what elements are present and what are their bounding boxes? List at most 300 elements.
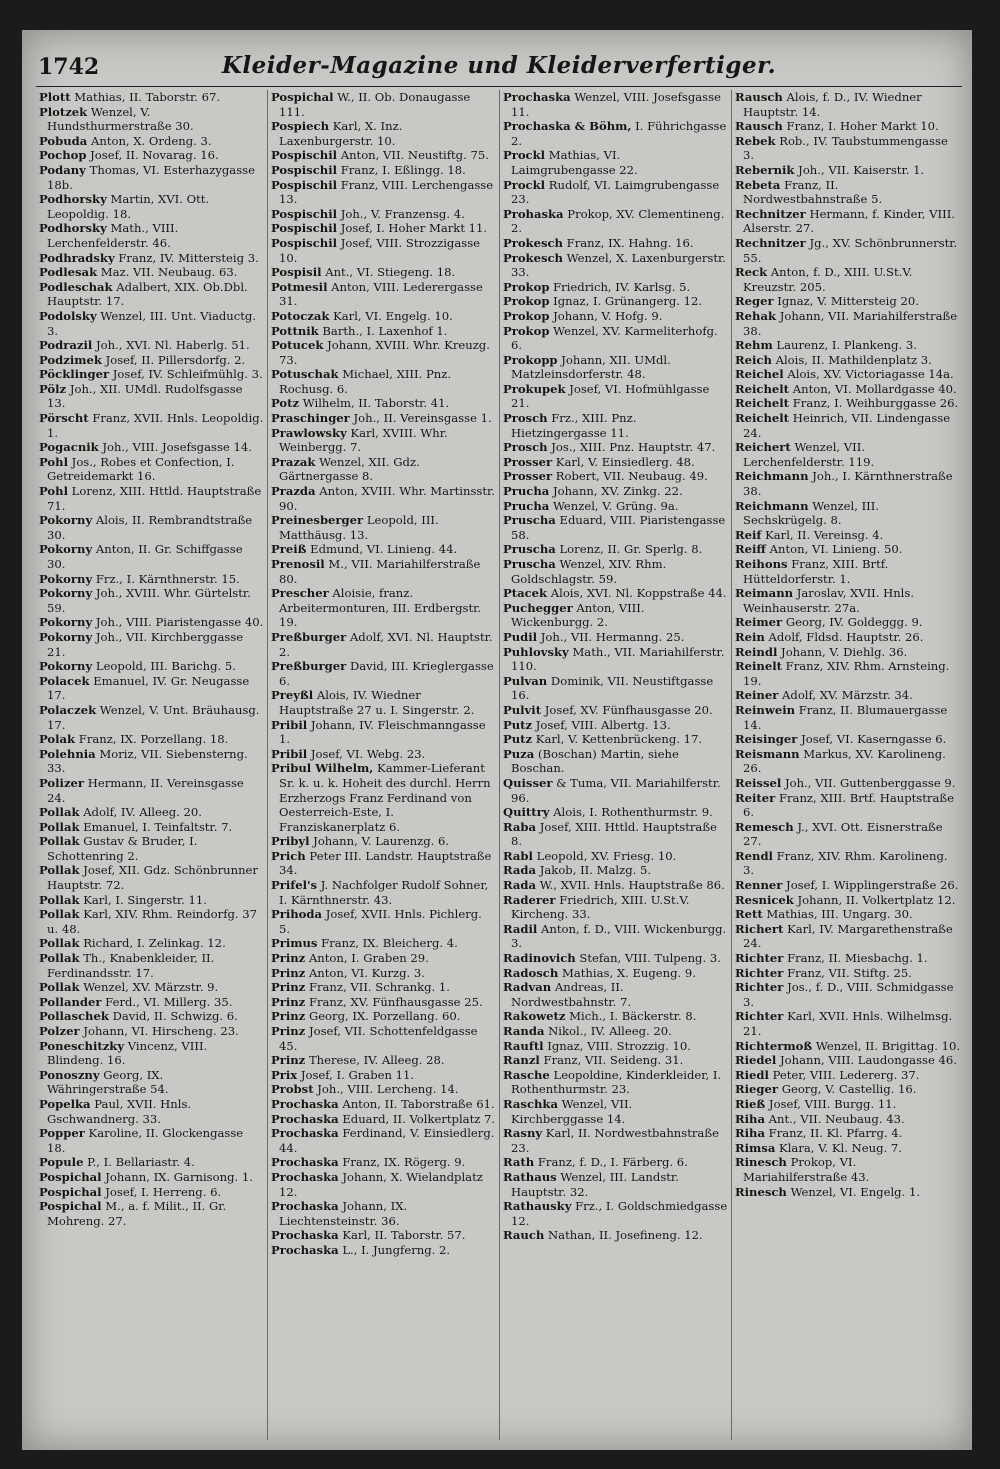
entry-details: Wenzel, III. Sechskrügelg. 8.	[743, 498, 880, 528]
entry-details: Joh., XII. UMdl. Rudolfsgasse 13.	[47, 381, 243, 411]
directory-entry	[39, 265, 264, 280]
entry-surname: Reif	[735, 527, 762, 542]
directory-entry	[271, 586, 496, 630]
entry-surname: Pruscha	[503, 542, 556, 557]
directory-entry	[39, 703, 264, 732]
entry-details: Joh., I. Kärnthnerstraße 38.	[743, 469, 953, 499]
entry-details: Johann, VII. Mariahilferstraße 38.	[743, 308, 958, 338]
entry-surname: Prazak	[271, 454, 316, 469]
directory-entry	[271, 557, 496, 586]
entry-surname: Reimer	[735, 615, 783, 630]
entry-surname: Pörscht	[39, 411, 89, 426]
entry-details: Nikol., IV. Alleeg. 20.	[548, 1024, 672, 1038]
directory-entry	[503, 382, 728, 411]
entry-details: Lorenz, II. Gr. Sperlg. 8.	[559, 542, 703, 557]
entry-details: Karl, XVIII. Whr. Weinbergg. 7.	[279, 425, 448, 455]
entry-surname: Prucha	[503, 484, 550, 499]
directory-column-2	[268, 90, 500, 1440]
entry-details: Dominik, VII. Neustiftgasse 16.	[511, 673, 714, 703]
directory-entry	[735, 747, 961, 776]
directory-entry	[503, 630, 728, 645]
entry-details: Kammer-Lieferant Sr. k. u. k. Hoheit des durchl. Herrn Erzherzogs Franz Ferdinand von Oesterreich-Este, I. Franziskanerplatz 6.	[279, 761, 491, 834]
directory-entry	[503, 411, 728, 440]
entry-details: Therese, IV. Alleeg. 28.	[308, 1053, 445, 1068]
entry-surname: Prockl	[503, 148, 546, 163]
directory-entry	[735, 178, 961, 207]
directory-entry	[735, 1053, 961, 1068]
entry-surname: Prosch	[503, 411, 548, 426]
directory-entry	[735, 309, 961, 338]
directory-entry	[503, 1009, 728, 1024]
directory-entry	[271, 834, 496, 849]
entry-details: Johann, II. Volkertplatz 12.	[797, 892, 956, 907]
entry-surname: Polehnia	[39, 746, 96, 761]
entry-details: Josef, II. Pillersdorfg. 2.	[105, 352, 246, 367]
directory-entry	[271, 1228, 496, 1243]
entry-surname: Polzer	[39, 1024, 80, 1038]
entry-details: Wenzel, VII. Lerchenfelderstr. 119.	[743, 440, 875, 469]
entry-surname: Reihons	[735, 557, 788, 571]
entry-details: Edmund, VI. Linieng. 44.	[310, 542, 458, 557]
directory-entry	[271, 718, 496, 747]
directory-entry	[735, 980, 961, 1009]
entry-details: Franz, f. D., I. Färberg. 6.	[537, 1155, 688, 1170]
entry-surname: Reindl	[735, 644, 778, 659]
entry-surname: Rabl	[503, 848, 533, 863]
entry-details: Johann, XII. UMdl. Matzleinsdorferstr. 48.	[511, 352, 671, 382]
directory-entry	[735, 90, 961, 119]
directory-entry	[735, 1097, 961, 1112]
entry-surname: Prokesch	[503, 250, 563, 265]
entry-surname: Radvan	[503, 980, 552, 995]
entry-details: Karoline, II. Glockengasse 18.	[47, 1126, 244, 1155]
entry-surname: Ptacek	[503, 586, 548, 601]
directory-entry	[503, 1228, 728, 1243]
entry-surname: Prokop	[503, 279, 550, 294]
directory-entry	[39, 659, 264, 674]
entry-surname: Podhorsky	[39, 192, 107, 207]
directory-entry	[503, 805, 728, 820]
entry-surname: Reiner	[735, 688, 779, 703]
entry-surname: Quittry	[503, 805, 550, 820]
directory-entry	[735, 1126, 961, 1141]
directory-entry	[735, 922, 961, 951]
entry-details: Hermann, f. Kinder, VIII. Alserstr. 27.	[743, 206, 955, 236]
directory-entry	[735, 1009, 961, 1038]
directory-entry	[39, 411, 264, 440]
entry-surname: Pospischil	[271, 148, 338, 163]
entry-details: Nathan, II. Josefineng. 12.	[548, 1228, 703, 1243]
directory-page	[22, 30, 972, 1450]
directory-entry	[503, 586, 728, 601]
entry-details: Adolf, IV. Alleeg. 20.	[83, 805, 202, 820]
directory-entry	[503, 674, 728, 703]
directory-entry	[271, 513, 496, 542]
entry-details: Josef, XIII. Httld. Hauptstraße 8.	[511, 819, 717, 849]
entry-surname: Probst	[271, 1082, 314, 1097]
entry-details: Anton, VIII. Wickenburgg. 2.	[511, 600, 645, 630]
directory-entry	[271, 119, 496, 148]
directory-entry	[735, 134, 961, 163]
entry-details: Alois, IV. Wiedner Hauptstraße 27 u. I. Singerstr. 2.	[279, 688, 475, 717]
entry-surname: Reinwein	[735, 702, 796, 717]
entry-surname: Prucha	[503, 498, 550, 513]
entry-details: Joh., VII. Guttenberggasse 9.	[784, 775, 956, 790]
directory-entry	[39, 1009, 264, 1024]
directory-entry	[271, 207, 496, 222]
entry-surname: Richter	[735, 1009, 784, 1024]
entry-surname: Riha	[735, 1126, 765, 1141]
entry-details: Johann, IV. Fleischmanngasse 1.	[279, 717, 486, 747]
entry-details: Josef, VIII. Albertg. 13.	[535, 717, 671, 732]
entry-surname: Prochaska	[271, 1199, 339, 1214]
entry-surname: Polak	[39, 732, 76, 747]
entry-surname: Pollak	[39, 834, 80, 849]
entry-details: Josef, I. Herreng. 6.	[105, 1184, 222, 1199]
entry-details: Franz, IX. Bleicherg. 4.	[321, 936, 458, 951]
directory-entry	[503, 703, 728, 718]
entry-details: Johann, IX. Liechtensteinstr. 36.	[279, 1199, 408, 1228]
entry-details: Wenzel, V. Hundsthurmerstraße 30.	[47, 104, 194, 134]
directory-entry	[735, 396, 961, 411]
entry-details: Wenzel, VIII. Josefsgasse 11.	[511, 90, 721, 119]
entry-details: Rob., IV. Taubstummengasse 3.	[743, 133, 948, 163]
directory-entry	[271, 367, 496, 396]
entry-surname: Prochaska	[271, 1228, 339, 1243]
entry-details: Josef, VIII. Burgg. 11.	[768, 1096, 897, 1111]
entry-details: Josef, VI. Kaserngasse 6.	[801, 732, 947, 747]
entry-surname: Pollak	[39, 892, 80, 907]
entry-details: Adalbert, XIX. Ob.Dbl. Hauptstr. 17.	[47, 279, 248, 309]
directory-entry	[39, 484, 264, 513]
directory-entry	[503, 119, 728, 148]
directory-entry	[39, 1097, 264, 1126]
entry-surname: Pospischil	[271, 162, 338, 177]
directory-entry	[39, 776, 264, 805]
directory-entry	[503, 966, 728, 981]
entry-details: Franz, IX. Porzellang. 18.	[78, 732, 229, 747]
entry-surname: Rendl	[735, 848, 773, 863]
directory-entry	[39, 1126, 264, 1155]
entry-surname: Rechnitzer	[735, 206, 806, 221]
entry-surname: Rath	[503, 1155, 535, 1170]
entry-details: Franz, VII. Seideng. 31.	[543, 1053, 684, 1068]
directory-entry	[271, 761, 496, 834]
entry-details: Ferdinand, V. Einsiedlerg. 44.	[279, 1126, 495, 1155]
entry-surname: Prinz	[271, 1024, 306, 1038]
entry-details: Rudolf, VI. Laimgrubengasse 23.	[511, 177, 720, 207]
entry-details: Thomas, VI. Esterhazygasse 18b.	[47, 162, 255, 192]
entry-details: Franz, II. Kl. Pfarrg. 4.	[768, 1126, 903, 1141]
entry-surname: Podrazil	[39, 338, 93, 353]
directory-entry	[271, 849, 496, 878]
directory-entry	[271, 1024, 496, 1053]
entry-surname: Pospischil	[271, 221, 338, 236]
directory-entry	[503, 922, 728, 951]
entry-surname: Reichelt	[735, 381, 790, 396]
entry-surname: Prochaska	[503, 90, 571, 104]
entry-details: & Tuma, VII. Mariahilferstr. 96.	[511, 775, 721, 805]
entry-details: Franz, XIV. Rhm. Arnsteing. 19.	[743, 659, 950, 688]
directory-entry	[271, 280, 496, 309]
entry-details: Franz, VII. Stiftg. 25.	[787, 965, 912, 980]
entry-details: Anton, II. Taborstraße 61.	[342, 1096, 495, 1111]
directory-entry	[735, 542, 961, 557]
entry-surname: Preßburger	[271, 629, 347, 644]
directory-entry	[39, 805, 264, 820]
directory-entry	[503, 455, 728, 470]
entry-surname: Pudil	[503, 629, 538, 644]
directory-entry	[735, 499, 961, 528]
entry-surname: Pohl	[39, 454, 68, 469]
directory-entry	[735, 893, 961, 908]
directory-entry	[503, 1097, 728, 1126]
entry-surname: Rebek	[735, 133, 776, 148]
directory-entry	[271, 747, 496, 762]
entry-surname: Rinesch	[735, 1155, 787, 1170]
directory-entry	[503, 820, 728, 849]
directory-entry	[503, 849, 728, 864]
entry-surname: Prinz	[271, 994, 306, 1009]
entry-details: Josef, VIII. Strozzigasse 10.	[279, 235, 481, 265]
entry-surname: Pokorny	[39, 542, 93, 557]
entry-details: Wenzel, XIV. Rhm. Goldschlagstr. 59.	[511, 557, 667, 586]
entry-surname: Prosser	[503, 454, 553, 469]
directory-entry	[503, 1126, 728, 1155]
entry-surname: Prockl	[503, 177, 546, 192]
directory-entry	[271, 265, 496, 280]
entry-surname: Rasny	[503, 1126, 543, 1141]
entry-details: Josef, VI. Webg. 23.	[310, 746, 426, 761]
entry-details: Franz, IX. Hahng. 16.	[566, 235, 694, 250]
entry-surname: Rett	[735, 907, 763, 922]
directory-entry	[39, 221, 264, 250]
directory-entry	[735, 586, 961, 615]
entry-details: Wenzel, VI. Engelg. 1.	[790, 1184, 921, 1199]
entry-details: David, II. Schwizg. 6.	[112, 1009, 238, 1024]
directory-entry	[271, 995, 496, 1010]
directory-entry	[503, 469, 728, 484]
directory-entry	[503, 1039, 728, 1054]
directory-entry	[503, 893, 728, 922]
entry-surname: Richter	[735, 951, 784, 966]
entry-surname: Polizer	[39, 775, 85, 790]
entry-surname: Pokorny	[39, 571, 93, 586]
entry-surname: Reck	[735, 265, 768, 280]
entry-details: Ignaz, VIII. Strozzig. 10.	[547, 1038, 691, 1053]
entry-details: Aloisie, franz. Arbeitermonturen, III. Erdbergstr. 19.	[279, 586, 482, 630]
entry-details: Jos., XIII. Pnz. Hauptstr. 47.	[551, 440, 716, 455]
entry-details: Alois, II. Mathildenplatz 3.	[775, 352, 932, 367]
entry-details: Anton, f. D., XIII. U.St.V. Kreuzstr. 205.	[743, 265, 913, 294]
entry-details: Jg., XV. Schönbrunnerstr. 55.	[743, 235, 958, 265]
entry-details: Wilhelm, II. Taborstr. 41.	[302, 396, 450, 411]
directory-entry	[503, 645, 728, 674]
entry-details: Georg, IV. Goldeggg. 9.	[785, 615, 923, 630]
entry-surname: Pospichal	[271, 90, 334, 104]
entry-surname: Pollak	[39, 980, 80, 995]
directory-entry	[271, 951, 496, 966]
entry-surname: Reimann	[735, 586, 794, 601]
directory-entry	[271, 426, 496, 455]
directory-entry	[735, 849, 961, 878]
entry-surname: Rebernik	[735, 162, 795, 177]
entry-details: Prokop, VI. Mariahilferstraße 43.	[743, 1155, 870, 1184]
entry-surname: Popelka	[39, 1096, 91, 1111]
entry-details: Wenzel, XV. Märzstr. 9.	[83, 980, 219, 995]
entry-details: Franz, VII. Schrankg. 1.	[308, 980, 450, 995]
entry-surname: Prawlowsky	[271, 425, 347, 440]
directory-entry	[271, 878, 496, 907]
entry-surname: Potz	[271, 396, 300, 411]
directory-entry	[39, 367, 264, 382]
directory-entry	[39, 674, 264, 703]
entry-details: Wenzel, VII. Kirchberggasse 14.	[511, 1096, 633, 1126]
directory-entry	[503, 1024, 728, 1039]
directory-entry	[503, 718, 728, 733]
directory-entry	[39, 163, 264, 192]
entry-surname: Riedl	[735, 1067, 769, 1082]
entry-details: Karl, VI. Engelg. 10.	[333, 308, 453, 323]
directory-column-4	[732, 90, 964, 1440]
directory-entry	[271, 221, 496, 236]
entry-surname: Puhlovsky	[503, 644, 569, 659]
entry-surname: Reinelt	[735, 659, 782, 674]
entry-surname: Pospichal	[39, 1184, 102, 1199]
directory-entry	[271, 411, 496, 426]
entry-details: Wenzel, X. Laxenburgerstr. 33.	[511, 250, 726, 280]
entry-details: Johann, IX. Garnisong. 1.	[105, 1169, 253, 1184]
entry-details: Karl, IV. Margarethenstraße 24.	[743, 921, 953, 951]
entry-details: Joh., VII. Kirchberggasse 21.	[47, 629, 244, 659]
directory-entry	[503, 90, 728, 119]
entry-details: Alois, II. Rembrandtstraße 30.	[47, 513, 253, 542]
entry-surname: Polaczek	[39, 702, 97, 717]
entry-surname: Reiter	[735, 790, 776, 805]
entry-details: Alois, f. D., IV. Wiedner Hauptstr. 14.	[743, 90, 922, 119]
entry-details: W., XVII. Hnls. Hauptstraße 86.	[539, 878, 725, 893]
entry-details: Joh., XVIII. Whr. Gürtelstr. 59.	[47, 586, 251, 615]
entry-details: Franz, XVII. Hnls. Leopoldig. 1.	[47, 411, 264, 440]
page-number: 1742	[38, 54, 100, 80]
directory-entry	[39, 1155, 264, 1170]
entry-details: Josef, I. Hoher Markt 11.	[340, 221, 488, 236]
entry-surname: Podzimek	[39, 352, 102, 367]
directory-entry	[271, 1009, 496, 1024]
entry-details: Franz, I. Weihburggasse 26.	[792, 396, 959, 411]
entry-surname: Prokopp	[503, 352, 558, 367]
entry-surname: Prochaska	[271, 1111, 339, 1126]
directory-entry	[735, 1112, 961, 1127]
entry-surname: Pollak	[39, 805, 80, 820]
entry-surname: Pogacnik	[39, 440, 99, 455]
entry-surname: Plotzek	[39, 104, 88, 119]
entry-details: I. Führichgasse 2.	[511, 119, 727, 148]
entry-surname: Rada	[503, 878, 537, 893]
directory-entry	[735, 776, 961, 791]
entry-surname: Pospischil	[271, 177, 338, 192]
entry-details: Karl, II. Taborstr. 57.	[342, 1228, 466, 1243]
entry-details: Frz., I. Kärnthnerstr. 15.	[95, 571, 240, 586]
entry-details: Josef, I. Graben 11.	[300, 1067, 415, 1082]
entry-surname: Pruscha	[503, 557, 556, 571]
directory-entry	[39, 1068, 264, 1097]
directory-entry	[271, 1199, 496, 1228]
entry-surname: Podhradsky	[39, 250, 115, 265]
entry-surname: Pospichal	[39, 1169, 102, 1184]
directory-entry	[271, 1053, 496, 1068]
directory-entry	[735, 703, 961, 732]
entry-surname: Prich	[271, 848, 306, 863]
entry-surname: Prochaska	[271, 1155, 339, 1170]
entry-details: P., I. Bellariastr. 4.	[87, 1155, 195, 1170]
entry-details: J., XVI. Ott. Eisnerstraße 27.	[743, 819, 943, 849]
entry-surname: Reichmann	[735, 469, 809, 484]
entry-surname: Pollak	[39, 936, 80, 951]
directory-entry	[735, 163, 961, 178]
entry-details: Josef, XV. Fünfhausgasse 20.	[544, 702, 713, 717]
entry-surname: Reger	[735, 294, 774, 309]
entry-surname: Plott	[39, 90, 71, 104]
entry-surname: Prinz	[271, 1009, 306, 1024]
entry-details: Karl, XIV. Rhm. Reindorfg. 37 u. 48.	[47, 907, 258, 936]
entry-surname: Reisinger	[735, 732, 798, 747]
entry-surname: Prenosil	[271, 557, 325, 571]
entry-surname: Richtermoß	[735, 1038, 813, 1053]
directory-entry	[503, 148, 728, 177]
directory-entry	[503, 353, 728, 382]
entry-surname: Pohl	[39, 484, 68, 499]
directory-entry	[503, 236, 728, 251]
entry-surname: Rehm	[735, 338, 773, 353]
entry-surname: Reichert	[735, 440, 791, 455]
entry-surname: Reissel	[735, 775, 782, 790]
directory-entry	[735, 1039, 961, 1054]
entry-surname: Reichelt	[735, 411, 790, 426]
directory-entry	[503, 324, 728, 353]
entry-surname: Rieger	[735, 1082, 779, 1097]
directory-entry	[735, 1155, 961, 1184]
entry-surname: Reichelt	[735, 396, 790, 411]
entry-surname: Prochaska	[271, 1242, 339, 1257]
entry-surname: Podhorsky	[39, 221, 107, 236]
entry-details: Joh., V. Franzensg. 4.	[340, 206, 465, 221]
entry-details: Franz, IX. Rögerg. 9.	[342, 1155, 466, 1170]
entry-surname: Preinesberger	[271, 513, 364, 528]
directory-entry	[735, 382, 961, 397]
entry-details: Franz, XIII. Brtf. Hauptstraße 6.	[743, 790, 954, 820]
directory-entry	[39, 251, 264, 266]
entry-surname: Rasche	[503, 1067, 550, 1082]
entry-details: Moriz, VII. Siebensterng. 33.	[47, 746, 248, 776]
directory-entry	[39, 90, 264, 105]
entry-details: Klara, V. Kl. Neug. 7.	[779, 1140, 902, 1155]
entry-details: Johann, V. Diehlg. 36.	[781, 644, 908, 659]
directory-entry	[735, 645, 961, 660]
directory-entry	[39, 980, 264, 995]
entry-details: Joh., II. Vereinsgasse 1.	[353, 411, 492, 426]
entry-surname: Prochaska	[271, 1096, 339, 1111]
page-header	[36, 50, 962, 87]
directory-entry	[271, 659, 496, 688]
directory-entry	[503, 1068, 728, 1097]
entry-surname: Pospichal	[39, 1199, 102, 1214]
directory-entry	[271, 396, 496, 411]
entry-details: Prokop, XV. Clementineng. 2.	[511, 206, 725, 236]
entry-surname: Rathaus	[503, 1169, 557, 1184]
entry-details: Frz., XIII. Pnz. Hietzingergasse 11.	[511, 411, 637, 440]
entry-details: Jakob, II. Malzg. 5.	[539, 863, 652, 878]
